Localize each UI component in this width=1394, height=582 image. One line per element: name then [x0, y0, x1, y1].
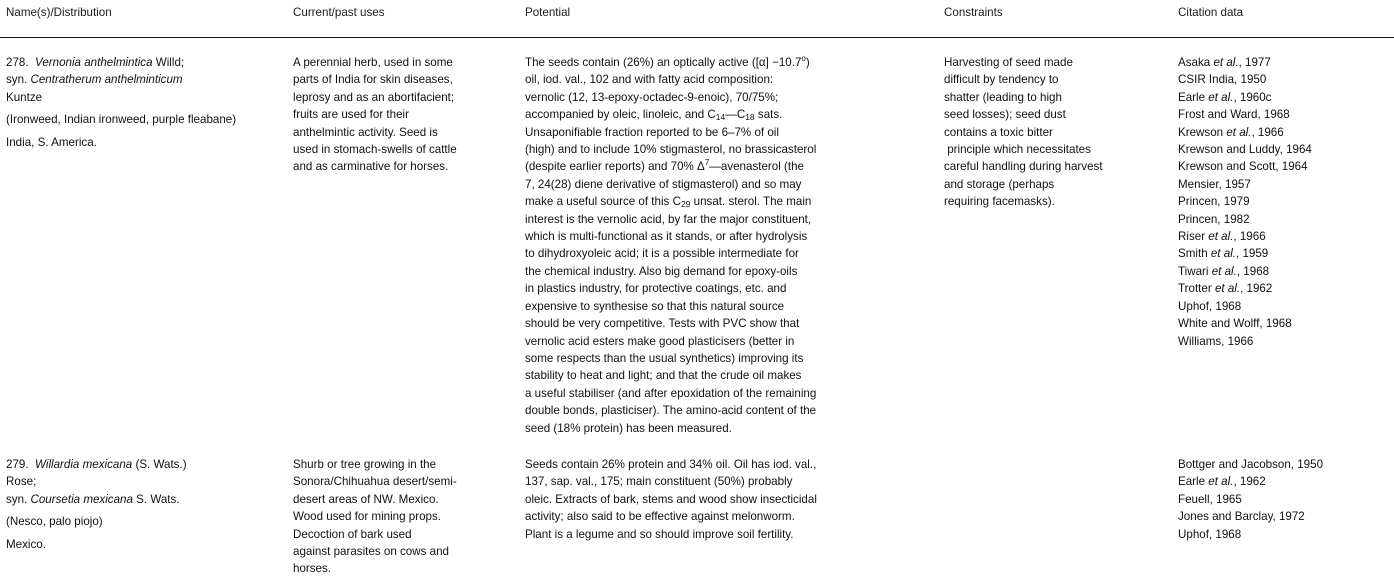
citation-item — [1178, 298, 1394, 315]
citation-item — [1178, 54, 1394, 71]
constraints-line: and storage (perhaps — [944, 177, 1055, 191]
citation-et-al: et al. — [1214, 282, 1241, 296]
entry-number: 279. — [6, 458, 29, 471]
citation-author: Mensier, 1957 — [1178, 177, 1251, 191]
entry-278-name-distribution — [6, 54, 284, 156]
potential-line: should be very competitive. Tests with PVC show that — [525, 317, 800, 331]
potential-line — [525, 193, 925, 210]
citation-author: Jones and Barclay, 1972 — [1178, 510, 1305, 524]
synonym-prefix: syn. — [6, 492, 31, 506]
subscript: 29 — [680, 199, 691, 210]
citation-author: Smith — [1178, 247, 1211, 261]
citation-author: Princen, 1979 — [1178, 195, 1250, 209]
species-latin-name: Vernonia anthelmintica — [35, 56, 153, 69]
citation-author: Williams, 1966 — [1178, 334, 1254, 348]
citation-item — [1178, 71, 1394, 88]
citation-item — [1178, 315, 1394, 332]
potential-line: some respects than the usual synthetics) improving its — [525, 351, 804, 365]
potential-text: unsat. sterol. The main — [690, 195, 812, 209]
uses-line: horses. — [293, 562, 332, 576]
citation-year: , 1960c — [1233, 90, 1272, 104]
entry-278-constraints — [944, 54, 1164, 211]
synonym-authority: Kuntze — [6, 90, 43, 104]
synonym-authority: S. Wats. — [132, 492, 180, 506]
citation-author: Krewson and Scott, 1964 — [1178, 160, 1308, 174]
citation-et-al: et al. — [1213, 56, 1239, 69]
potential-line: vernolic (12, 13-epoxy-octadec-9-enoic), 70/75%; — [525, 90, 779, 104]
potential-line: (high) and to include 10% stigmasterol, no brassicasterol — [525, 143, 817, 157]
citation-item — [1178, 211, 1394, 228]
citation-year: , 1962 — [1240, 282, 1273, 296]
citation-item — [1178, 141, 1394, 158]
citation-author: Uphof, 1968 — [1178, 527, 1242, 541]
citation-et-al: et al. — [1208, 90, 1234, 104]
citation-item — [1178, 245, 1394, 262]
subscript: 18 — [745, 112, 755, 123]
citation-et-al: et al. — [1226, 125, 1252, 139]
potential-line: Unsaponifiable fraction reported to be 6–7% of oil — [525, 125, 779, 139]
potential-text: (despite earlier reports) and 70% Δ — [525, 160, 705, 174]
entry-278-uses — [293, 54, 513, 176]
uses-line: against parasites on cows and — [293, 545, 449, 559]
potential-line: Seeds contain 26% protein and 34% oil. Oil has iod. val., — [525, 458, 817, 471]
uses-line: parts of India for skin diseases, — [293, 73, 453, 87]
entry-279-name-distribution — [6, 456, 284, 558]
citation-item — [1178, 333, 1394, 350]
citation-author: Feuell, 1965 — [1178, 492, 1242, 506]
potential-line: which is multi-functional as it stands, or after hydrolysis — [525, 230, 808, 244]
potential-line: a useful stabiliser (and after epoxidation of the remaining — [525, 386, 817, 400]
potential-line: oil, iod. val., 102 and with fatty acid composition: — [525, 73, 774, 87]
species-latin-name: Willardia mexicana — [35, 458, 133, 471]
uses-line: leprosy and as an abortifacient; — [293, 90, 455, 104]
potential-line: expensive to synthesise so that this natural source — [525, 299, 785, 313]
synonym-latin-name: Centratherum anthelminticum — [30, 73, 183, 87]
citation-et-al: et al. — [1208, 475, 1234, 489]
potential-line: oleic. Extracts of bark, stems and wood show insecticidal — [525, 492, 817, 506]
column-header-citation-data: Citation data — [1178, 6, 1244, 19]
constraints-line: careful handling during harvest — [944, 160, 1103, 174]
citation-year: , 1959 — [1236, 247, 1269, 261]
citation-et-al: et al. — [1210, 247, 1236, 261]
uses-line: A perennial herb, used in some — [293, 56, 453, 69]
potential-text: The seeds contain (26%) an optically active ([α] −10.7 — [525, 56, 802, 69]
citation-item — [1178, 193, 1394, 210]
potential-text: make a useful source of this C — [525, 195, 681, 209]
citation-author: CSIR India, 1950 — [1178, 73, 1267, 87]
header-divider — [0, 37, 1394, 38]
potential-line: the chemical industry. Also big demand for epoxy-oils — [525, 264, 798, 278]
citation-item — [1178, 526, 1394, 543]
distribution: India, S. America. — [6, 135, 97, 149]
citation-author: Earle — [1178, 475, 1209, 489]
potential-line: activity; also said to be effective against melonworm. — [525, 510, 795, 524]
constraints-line: principle which necessitates — [944, 143, 1091, 157]
potential-line: interest is the vernolic acid, by far the major constituent, — [525, 212, 812, 226]
potential-line: double bonds, plasticiser). The amino-acid content of the — [525, 404, 817, 418]
uses-line: used in stomach-swells of cattle — [293, 143, 457, 157]
entry-279-citations — [1178, 456, 1394, 543]
potential-line: 137, sap. val., 175; main constituent (50%) probably — [525, 475, 793, 489]
entry-number: 278. — [6, 56, 29, 69]
potential-text: —C — [725, 108, 746, 122]
potential-line — [525, 158, 925, 175]
constraints-line: difficult by tendency to — [944, 73, 1059, 87]
citation-author: Bottger and Jacobson, 1950 — [1178, 458, 1324, 471]
potential-line: vernolic acid esters make good plasticisers (better in — [525, 334, 795, 348]
uses-line: Sonora/Chihuahua desert/semi- — [293, 475, 457, 489]
citation-author: Uphof, 1968 — [1178, 299, 1242, 313]
citation-author: Asaka — [1178, 56, 1214, 69]
citation-author: Princen, 1982 — [1178, 212, 1250, 226]
citation-item — [1178, 263, 1394, 280]
citation-item — [1178, 228, 1394, 245]
uses-line: fruits are used for their — [293, 108, 409, 122]
potential-line: to dihydroxyoleic acid; it is a possible intermediate for — [525, 247, 799, 261]
uses-line: anthelmintic activity. Seed is — [293, 125, 438, 139]
citation-author: Frost and Ward, 1968 — [1178, 108, 1290, 122]
species-name — [6, 54, 284, 106]
citation-author: Krewson and Luddy, 1964 — [1178, 143, 1312, 157]
uses-line: Decoction of bark used — [293, 527, 412, 541]
synonym-latin-name: Coursetia mexicana — [30, 492, 133, 506]
common-names: (Ironweed, Indian ironweed, purple fleabane) — [6, 113, 237, 127]
constraints-line: contains a toxic bitter — [944, 125, 1053, 139]
citation-author: White and Wolff, 1968 — [1178, 317, 1292, 331]
citation-author: Krewson — [1178, 125, 1227, 139]
citation-year: , 1968 — [1236, 264, 1270, 278]
citation-year: , 1966 — [1233, 230, 1266, 244]
citation-item — [1178, 456, 1394, 473]
constraints-line: Harvesting of seed made — [944, 56, 1073, 69]
potential-text: accompanied by oleic, linoleic, and C — [525, 108, 716, 122]
citation-author: Riser — [1178, 230, 1209, 244]
uses-line: Wood used for mining props. — [293, 510, 442, 524]
entry-279-uses — [293, 456, 513, 578]
citation-year: , 1966 — [1251, 125, 1284, 139]
citation-item — [1178, 473, 1394, 490]
citation-et-al: et al. — [1211, 264, 1237, 278]
uses-line: desert areas of NW. Mexico. — [293, 492, 439, 506]
citation-item — [1178, 491, 1394, 508]
column-header-constraints: Constraints — [944, 6, 1003, 19]
uses-line: and as carminative for horses. — [293, 160, 449, 174]
entry-279-potential — [525, 456, 925, 543]
potential-line: 7, 24(28) diene derivative of stigmasterol) and so may — [525, 177, 802, 191]
citation-year: , 1962 — [1233, 475, 1266, 489]
constraints-line: seed losses); seed dust — [944, 108, 1066, 122]
citation-author: Earle — [1178, 90, 1209, 104]
potential-line: in plastics industry, for protective coatings, etc. and — [525, 282, 787, 296]
citation-year: , 1977 — [1238, 56, 1271, 69]
citation-item — [1178, 176, 1394, 193]
species-authority: (S. Wats.) — [132, 458, 187, 471]
degree-sign: o — [801, 54, 806, 63]
potential-line — [525, 54, 925, 71]
potential-line: seed (18% protein) has been measured. — [525, 421, 732, 435]
potential-line: stability to heat and light; and that the crude oil makes — [525, 369, 802, 383]
column-header-name-distribution: Name(s)/Distribution — [6, 6, 112, 19]
potential-text: ) — [805, 56, 810, 69]
column-header-potential: Potential — [525, 6, 571, 19]
species-name — [6, 456, 284, 508]
common-names: (Nesco, palo piojo) — [6, 515, 103, 529]
citation-item — [1178, 89, 1394, 106]
distribution: Mexico. — [6, 537, 46, 551]
column-header-current-uses: Current/past uses — [293, 6, 385, 19]
synonym-prefix: syn. — [6, 73, 31, 87]
entry-278-citations — [1178, 54, 1394, 350]
species-authority: Rose; — [6, 475, 37, 489]
species-authority: Willd; — [152, 56, 185, 69]
citation-item — [1178, 508, 1394, 525]
constraints-line: requiring facemasks). — [944, 195, 1055, 209]
uses-line: Shurb or tree growing in the — [293, 458, 437, 471]
citation-author: Tiwari — [1178, 264, 1212, 278]
subscript: 14 — [715, 112, 726, 123]
citation-item — [1178, 106, 1394, 123]
potential-text: —avenasterol (the — [709, 160, 804, 174]
constraints-line: shatter (leading to high — [944, 90, 1062, 104]
entry-278-potential — [525, 54, 925, 437]
potential-text: sats. — [754, 108, 783, 122]
citation-author: Trotter — [1178, 282, 1215, 296]
superscript: 7 — [704, 158, 710, 168]
citation-item — [1178, 280, 1394, 297]
potential-line: Plant is a legume and so should improve soil fertility. — [525, 527, 794, 541]
citation-item — [1178, 158, 1394, 175]
citation-item — [1178, 124, 1394, 141]
citation-et-al: et al. — [1208, 230, 1234, 244]
potential-line — [525, 106, 925, 123]
